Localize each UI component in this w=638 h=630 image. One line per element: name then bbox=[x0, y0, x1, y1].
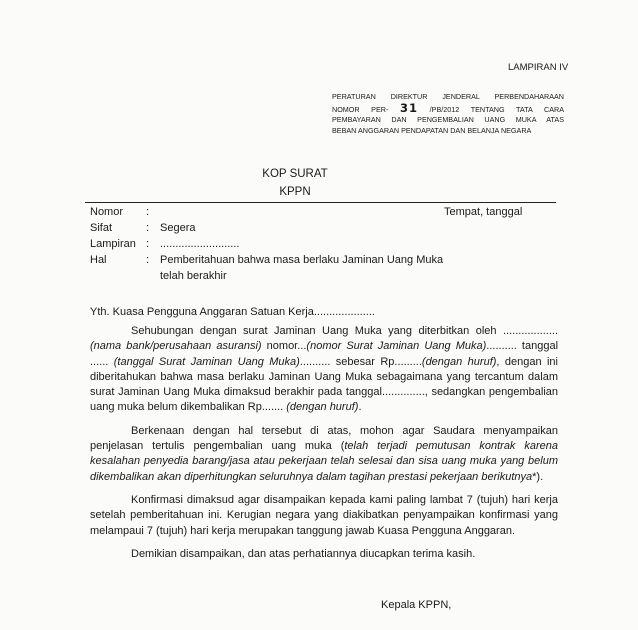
lampiran-row bbox=[90, 236, 480, 252]
p1-italic-5: (dengan huruf) bbox=[286, 401, 359, 414]
p1-text-1: Sehubungan dengan surat Jaminan Uang Muka yang diterbitkan oleh .................. bbox=[131, 325, 558, 337]
p2-text-2: *). bbox=[532, 470, 544, 483]
p1-italic-4: (dengan huruf) bbox=[421, 355, 497, 368]
nomor-value bbox=[160, 204, 480, 220]
salutation: Yth. Kuasa Pengguna Anggaran Satuan Kerja.................... bbox=[90, 306, 375, 318]
signature-title: Kepala KPPN, bbox=[381, 599, 452, 611]
kppn-title: KPPN bbox=[279, 186, 311, 198]
paragraph-2 bbox=[90, 424, 558, 485]
handwritten-number: 31 bbox=[400, 100, 419, 115]
closing-line: Demikian disampaikan, dan atas perhatiannya diucapkan terima kasih. bbox=[131, 547, 476, 560]
hal-value-line-2: telah berakhir bbox=[160, 270, 227, 282]
p1-text-2: nomor... bbox=[261, 340, 307, 353]
letter-body bbox=[90, 324, 558, 570]
kop-surat-title: KOP SURAT bbox=[262, 168, 328, 180]
p1-text-4: .......... sebesar Rp......... bbox=[299, 355, 422, 368]
p1-italic-1: (nama bank/perusahaan asuransi) bbox=[90, 340, 262, 353]
regulation-line-4: BEBAN ANGGARAN PENDAPATAN DAN BELANJA NEGARA bbox=[332, 125, 532, 135]
header-divider bbox=[85, 202, 556, 203]
hal-label: Hal bbox=[90, 254, 107, 266]
nomor-prefix: NOMOR PER- bbox=[332, 104, 389, 114]
lampiran-field-label: Lampiran bbox=[90, 238, 136, 250]
p1-text-6: . bbox=[358, 401, 362, 414]
hal-value bbox=[160, 252, 480, 284]
sifat-value: Segera bbox=[160, 222, 196, 234]
regulation-line-2-tail: TENTANG TATA CARA bbox=[470, 104, 565, 114]
nomor-suffix: /PB/2012 bbox=[429, 104, 460, 114]
p1-italic-3: (tanggal Surat Jaminan Uang Muka) bbox=[113, 355, 300, 368]
nomor-label: Nomor bbox=[90, 206, 124, 218]
sifat-label: Sifat bbox=[90, 222, 113, 234]
hal-value-line-1: Pemberitahuan bahwa masa berlaku Jaminan Uang Muka bbox=[160, 254, 444, 266]
regulation-line-2 bbox=[332, 100, 565, 116]
p2-text-1: Berkenaan dengan hal tersebut di atas, mohon agar Saudara menyampaikan penjelasan tertulis pengembalian uang muka ( bbox=[90, 424, 558, 453]
regulation-reference bbox=[332, 92, 564, 136]
colon: : bbox=[146, 254, 150, 266]
p1-italic-2: (nomor Surat Jaminan Uang Muka) bbox=[306, 340, 487, 353]
lampiran-value: .......................... bbox=[160, 238, 240, 250]
sifat-row bbox=[90, 220, 480, 236]
paragraph-3: Konfirmasi dimaksud agar disampaikan kepada kami paling lambat 7 (tujuh) hari kerja setelah pemberitahuan ini. Kerugian negara yang diakibatkan penyampaikan konfirmasi yang melampaui 7 (tujuh) hari kerja merupakan tanggung jawab Kuasa Pengguna Anggaran. bbox=[90, 493, 558, 537]
p1-text-5: , dengan ini diberitahukan bahwa masa berlaku Jaminan Uang Muka sebagaimana yang tercantum dalam surat Jaminan Uang Muka dimaksud berakhir pada tanggal.............., sedangkan pengembalian uang muka belum dikembalikan Rp....... bbox=[90, 355, 558, 414]
lampiran-label: LAMPIRAN IV bbox=[508, 62, 569, 73]
p2-italic-1: telah terjadi pemutusan kontrak karena kesalahan penyedia barang/jasa atau pekerjaan telah selesai dan sisa uang muka yang belum dikembalikan akan diperhitungkan seluruhnya dalam tagihan prestasi pekerjaan berikutnya bbox=[90, 440, 558, 483]
regulation-line-1: PERATURAN DIREKTUR JENDERAL PERBENDAHARAAN bbox=[332, 92, 564, 101]
p1-text-3: .......... tanggal ...... bbox=[90, 340, 559, 368]
regulation-line-3: PEMBAYARAN DAN PENGEMBALIAN UANG MUKA ATAS bbox=[332, 115, 564, 124]
colon: : bbox=[146, 238, 150, 250]
colon: : bbox=[146, 222, 150, 234]
letter-meta bbox=[90, 204, 480, 284]
hal-row bbox=[90, 252, 480, 284]
nomor-row bbox=[90, 204, 480, 220]
colon: : bbox=[146, 206, 150, 218]
place-date: Tempat, tanggal bbox=[444, 206, 523, 218]
paragraph-1 bbox=[90, 324, 558, 416]
